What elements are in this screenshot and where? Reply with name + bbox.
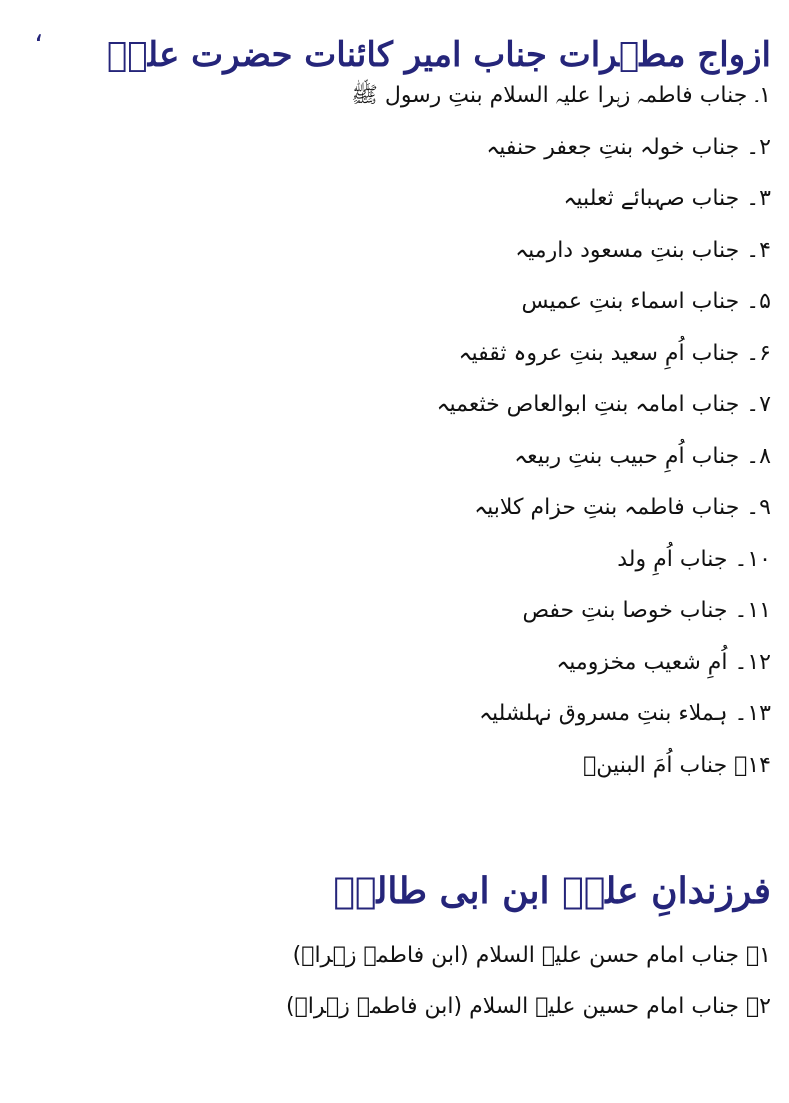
wife-item-4: ۴۔ جناب بنتِ مسعود دارمیہ xyxy=(515,237,771,263)
wife-item-13: ۱۳۔ ہملاء بنتِ مسروق نہلشلیہ xyxy=(479,701,771,726)
son-item-1: ۱۔ جناب امام حسن علیہ السلام (ابن فاطمہ زہراؑ) xyxy=(292,943,771,968)
wife-item-9: ۹۔ جناب فاطمہ بنتِ حزام کلابیہ xyxy=(474,495,771,520)
wife-item-6: ۶۔ جناب اُمِ سعید بنتِ عروہ ثقفیہ xyxy=(458,340,771,366)
wife-item-14: ۱۴۔ جناب اُمَ البنینؑ xyxy=(583,752,771,778)
sons-heading: فرزندانِ علیؑ ابن ابی طالبؑ xyxy=(333,869,771,912)
wives-heading: ازواج مطہرات جناب امیر کائنات حضرت علیؑ xyxy=(107,34,771,75)
wife-item-8: ۸۔ جناب اُمِ حبیب بنتِ ربیعہ xyxy=(514,443,771,469)
wives-list xyxy=(131,76,771,797)
wife-item-12: ۱۲۔ اُمِ شعیب مخزومیہ xyxy=(556,649,771,675)
wife-item-2: ۲۔ جناب خولہ بنتِ جعفر حنفیہ xyxy=(486,134,771,160)
sons-list xyxy=(131,936,771,1038)
wife-item-5: ۵۔ جناب اسماء بنتِ عمیس xyxy=(521,289,771,314)
wife-item-11: ۱۱۔ جناب خوصا بنتِ حفص xyxy=(522,598,771,623)
wife-item-10: ۱۰۔ جناب اُمِ ولد xyxy=(617,546,771,572)
wife-item-3: ۳۔ جناب صہبائے ثعلبیہ xyxy=(563,186,771,211)
wife-item-7: ۷۔ جناب امامہ بنتِ ابوالعاص خثعمیہ xyxy=(436,392,771,417)
son-item-2: ۲۔ جناب امام حسین علیہ السلام (ابن فاطمہ زہراؑ) xyxy=(286,994,771,1019)
wife-item-1: ۱۔ جناب فاطمہ زہرا علیہ السلام بنتِ رسول ﷺ xyxy=(351,83,771,108)
punctuation-mark: ، xyxy=(34,15,44,48)
